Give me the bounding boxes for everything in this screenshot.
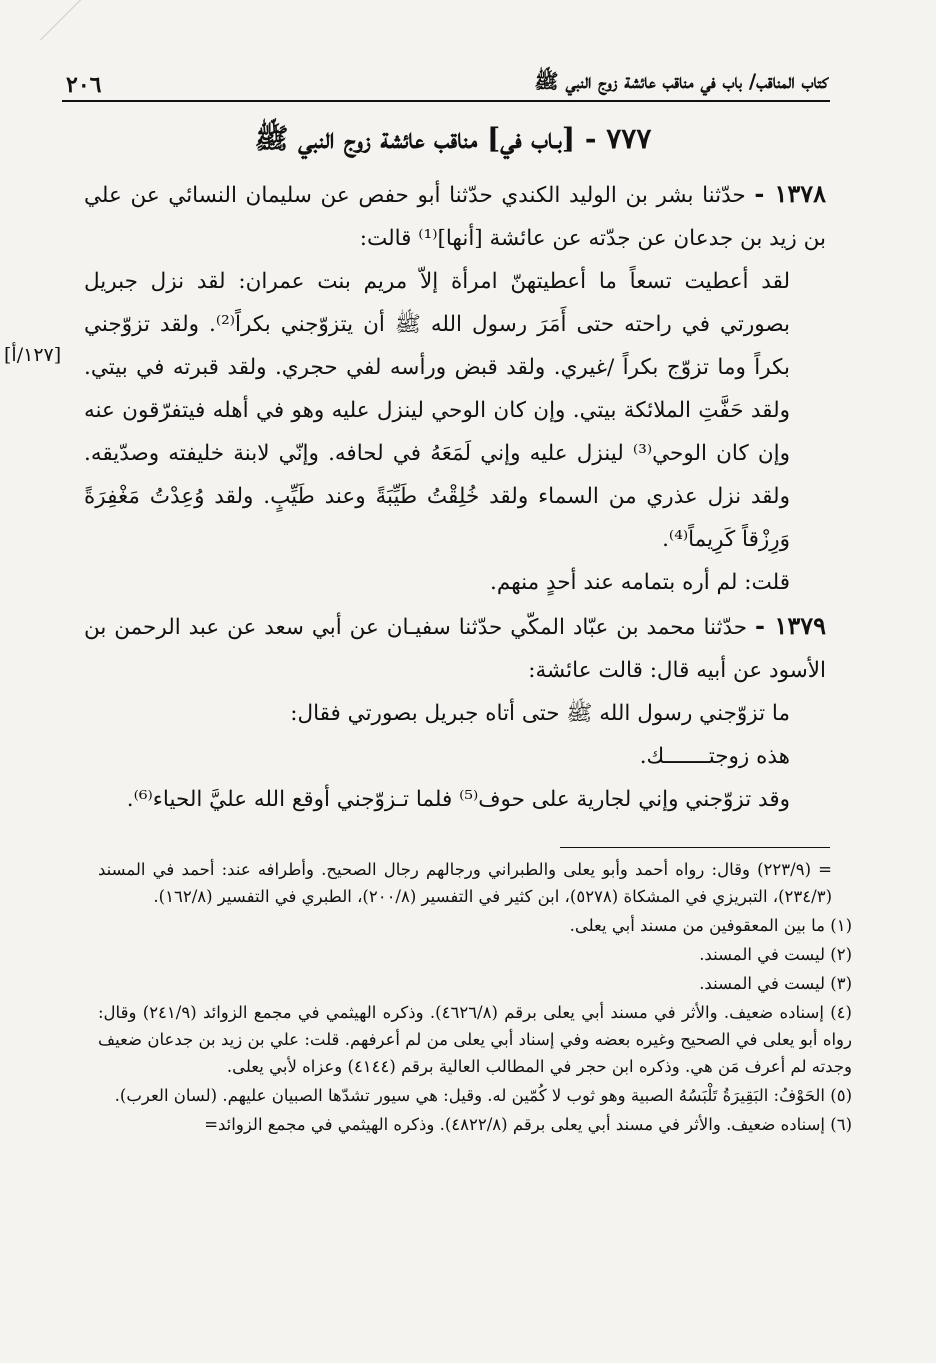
footnote-2: (٢) ليست في المسند. [699, 945, 852, 964]
hadith-1-isnad-text: حدّثنا بشر بن الوليد الكندي حدّثنا أبو حفص عن سليمان النسائي عن علي بن زيد بن جدعان عن جدّته عن عائشة [أنها]⁽¹⁾ قالت: [84, 183, 826, 251]
hadith-1-isnad [84, 172, 826, 260]
footnote-5: (٥) الحَوْفُ: البَقِيرَةُ تَلْبَسُهُ الصبية وهو ثوب لا كُمّين له. وقيل: هي سيور تشدّها الصبيان عليهم. (لسان العرب). [114, 1086, 852, 1105]
hadith-1-matn: لقد أعطيت تسعاً ما أعطيتهنّ امرأة إلاّ مريم بنت عمران: لقد نزل جبريل بصورتي في راحته حتى أَمَرَ رسول الله ﷺ أن يتزوّجني بكراً⁽²⁾. ولقد تزوّجني بكراً وما تزوّج بكراً /غيري. ولقد قبض ورأسه لفي حجري. ولقد قبرته في بيتي. ولقد حَفَّتِ الملائكة بيتي. وإن كان الوحي لينزل عليه وهو في أهله فيتفرّقون عنه وإن كان الوحي⁽³⁾ لينزل عليه وإني لَمَعَهُ في لحافه. وإنّي لابنة خليفته وصدّيقه. ولقد نزل عذري من السماء ولقد خُلِقْتُ طَيِّبَةً وعند طَيِّبٍ. ولقد وُعِدْتُ مَغْفِرَةً وَرِزْقاً كَرِيماً⁽⁴⁾. [84, 269, 790, 552]
hadith-2-matn-1: ما تزوّجني رسول الله ﷺ حتى أتاه جبريل بصورتي فقال: [290, 701, 790, 726]
margin-folio-note: [١٢٧/أ] [4, 344, 62, 366]
page-number: ٢٠٦ [66, 72, 102, 98]
footnote-6: (٦) إسناده ضعيف. والأثر في مسند أبي يعلى برقم (٤٨٢٢/٨). وذكره الهيثمي في مجمع الزوائد= [204, 1115, 852, 1134]
footnote-3: (٣) ليست في المسند. [699, 974, 852, 993]
main-text [84, 172, 826, 821]
footnote-rule [560, 847, 830, 848]
hadith-2-matn-2: هذه زوجتـــــــك. [639, 744, 790, 769]
header-rule [62, 100, 830, 102]
footnotes [98, 856, 852, 1140]
footnote-continuation: = (٢٢٣/٩) وقال: رواه أحمد وأبو يعلى والطبراني ورجالهم رجال الصحيح. وأطرافه عند: أحمد في المسند (٢٣٤/٣)، التبريزي في المشكاة (٥٢٧٨)، ابن كثير في التفسير (٢٠٠/٨)، الطبري في التفسير (١٦٢/٨). [98, 860, 832, 906]
hadith-2-isnad [84, 604, 826, 692]
hadith-2-number: ١٣٧٩ - [755, 611, 826, 640]
footnote-1: (١) ما بين المعقوفين من مسند أبي يعلى. [569, 916, 852, 935]
header-title: كتاب المناقب/ باب في مناقب عائشة زوج النبي ﷺ [534, 69, 828, 93]
hadith-1-number: ١٣٧٨ - [754, 179, 826, 208]
hadith-2-isnad-text: حدّثنا محمد بن عبّاد المكّي حدّثنا سفيـان عن أبي سعد عن عبد الرحمن بن الأسود عن أبيه قال: قالت عائشة: [84, 615, 826, 683]
scan-corner-mark [40, 0, 131, 40]
hadith-1-comment: قلت: لم أره بتمامه عند أحدٍ منهم. [490, 570, 790, 595]
running-header [66, 62, 828, 98]
footnote-4: (٤) إسناده ضعيف. والأثر في مسند أبي يعلى برقم (٤٦٢٦/٨). وذكره الهيثمي في مجمع الزوائد (٢٤١/٩) وقال: رواه أبو يعلى في الصحيح وغيره بعضه وفي إسناد أبي يعلى من لم أعرفهم. قلت: علي بن زيد بن جدعان ضعيف وجدته لم أعرف مَن هي. وذكره ابن حجر في المطالب العالية برقم (٤١٤٤) وعزاه لأبي يعلى. [98, 1003, 852, 1076]
hadith-2-matn-3: وقد تزوّجني وإني لجارية على حوف⁽⁵⁾ فلما تـزوّجني أوقع الله عليَّ الحياء⁽⁶⁾. [126, 787, 790, 812]
chapter-title: ٧٧٧ - [بـاب في] مناقب عائشة زوج النبي ﷺ [254, 122, 652, 155]
